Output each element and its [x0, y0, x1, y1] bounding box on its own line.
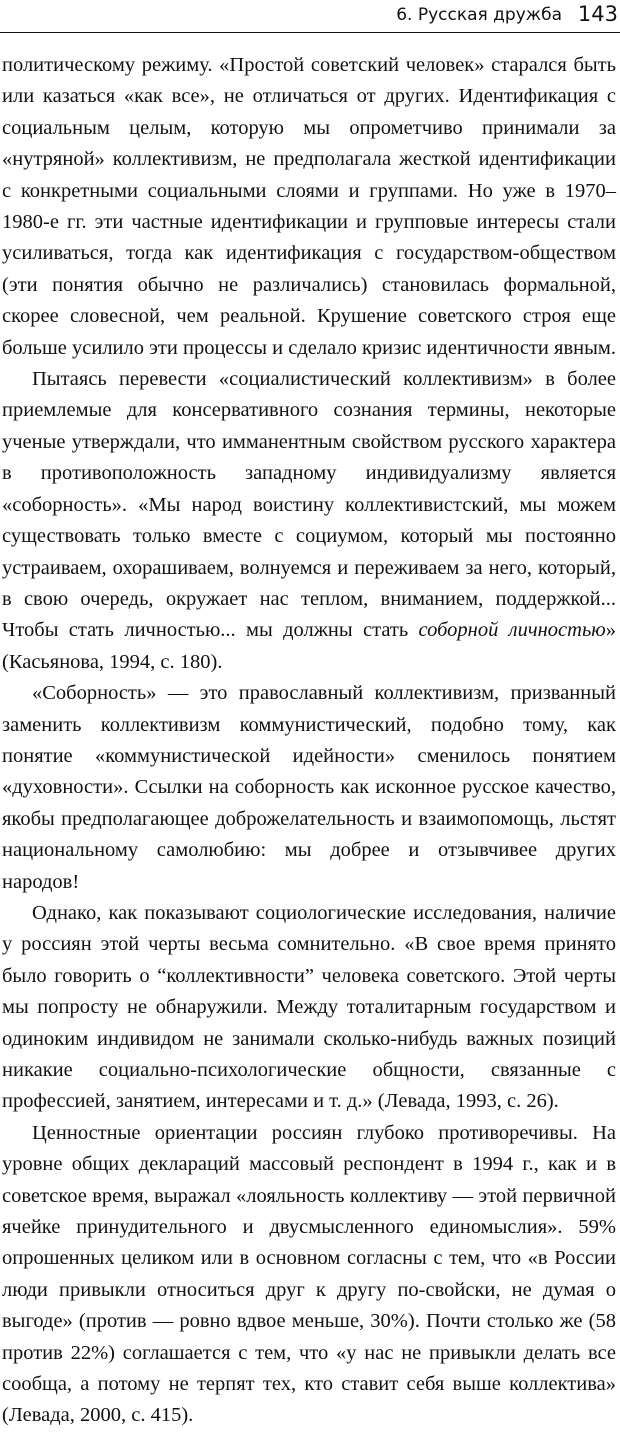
- paragraph-5: Ценностные ориентации россиян глубоко противоречивы. На уровне общих деклараций массовый респондент в 1994 г., как и в советское время, выражал «лояльность коллективу — этой первичной ячейке принудительного и двусмысленного единомыслия». 59% опрошенных целиком или в основном согласны с тем, что «в России люди привыкли относиться друг к другу по-свойски, не думая о выгоде» (против — ровно вдвое меньше, 30%). Почти столько же (58 против 22%) соглашается с тем, что «у нас не привыкли делать все сообща, а потому не терпят тех, кто ставит себя выше коллектива» (Левада, 2000, с. 415).: [2, 1121, 616, 1427]
- paragraph-2-emphasis: соборной личностью: [418, 619, 606, 642]
- paragraph-4: Однако, как показывают социологические исследования, наличие у россиян этой черты весьма сомнительно. «В свое время принято было говорить о “коллективности” человека советского. Этой черты мы попросту не обнаружили. Между тоталитарным государством и одиноким индивидом не занимали сколько-нибудь важных позиций никакие социально-психологические общности, связанные с профессией, занятием, интересами и т. д.» (Левада, 1993, с. 26).: [2, 901, 616, 1113]
- paragraph-2: [2, 364, 616, 678]
- paragraph-3: «Соборность» — это православный коллективизм, призванный заменить коллективизм коммунистический, подобно тому, как понятие «коммунистической идейности» сменилось понятием «духовности». Ссылки на соборность как исконное русское качество, якобы предполагающее доброжелательность и взаимопомощь, льстят национальному самолюбию: мы добрее и отзывчивее других народов!: [2, 682, 616, 893]
- running-head: [0, 0, 620, 33]
- paragraph-2-text: Пытаясь перевести «социалистический коллективизм» в более приемлемые для консервативного сознания термины, некоторые ученые утверждали, что имманентным свойством русского характера в противоположность западному индивидуализму является «соборность». «Мы народ воистину коллективистский, мы можем существовать только вместе с социумом, который мы постоянно устраиваем, охорашиваем, волнуемся и переживаем за него, который, в свою очередь, окружает нас теплом, вниманием, поддержкой... Чтобы стать личностью... мы должны стать: [2, 368, 616, 642]
- chapter-title: 6. Русская дружба: [396, 5, 562, 25]
- page-number: 143: [577, 2, 618, 26]
- body-text: [2, 50, 616, 1432]
- paragraph-2-citation: » (Касьянова, 1994, с. 180).: [2, 619, 616, 673]
- paragraph-1: политическому режиму. «Простой советский человек» старался быть или казаться «как все», не отличаться от других. Идентификация с социальным целым, которую мы опрометчиво принимали за «нутряной» коллективизм, не предполагала жесткой идентификации с конкретными социальными слоями и группами. Но уже в 1970–1980-е гг. эти частные идентификации и групповые интересы стали усиливаться, тогда как идентификация с государством-обществом (эти понятия обычно не различались) становилась формальной, скорее словесной, чем реальной. Крушение советского строя еще больше усилило эти процессы и сделало кризис идентичности явным.: [2, 54, 616, 359]
